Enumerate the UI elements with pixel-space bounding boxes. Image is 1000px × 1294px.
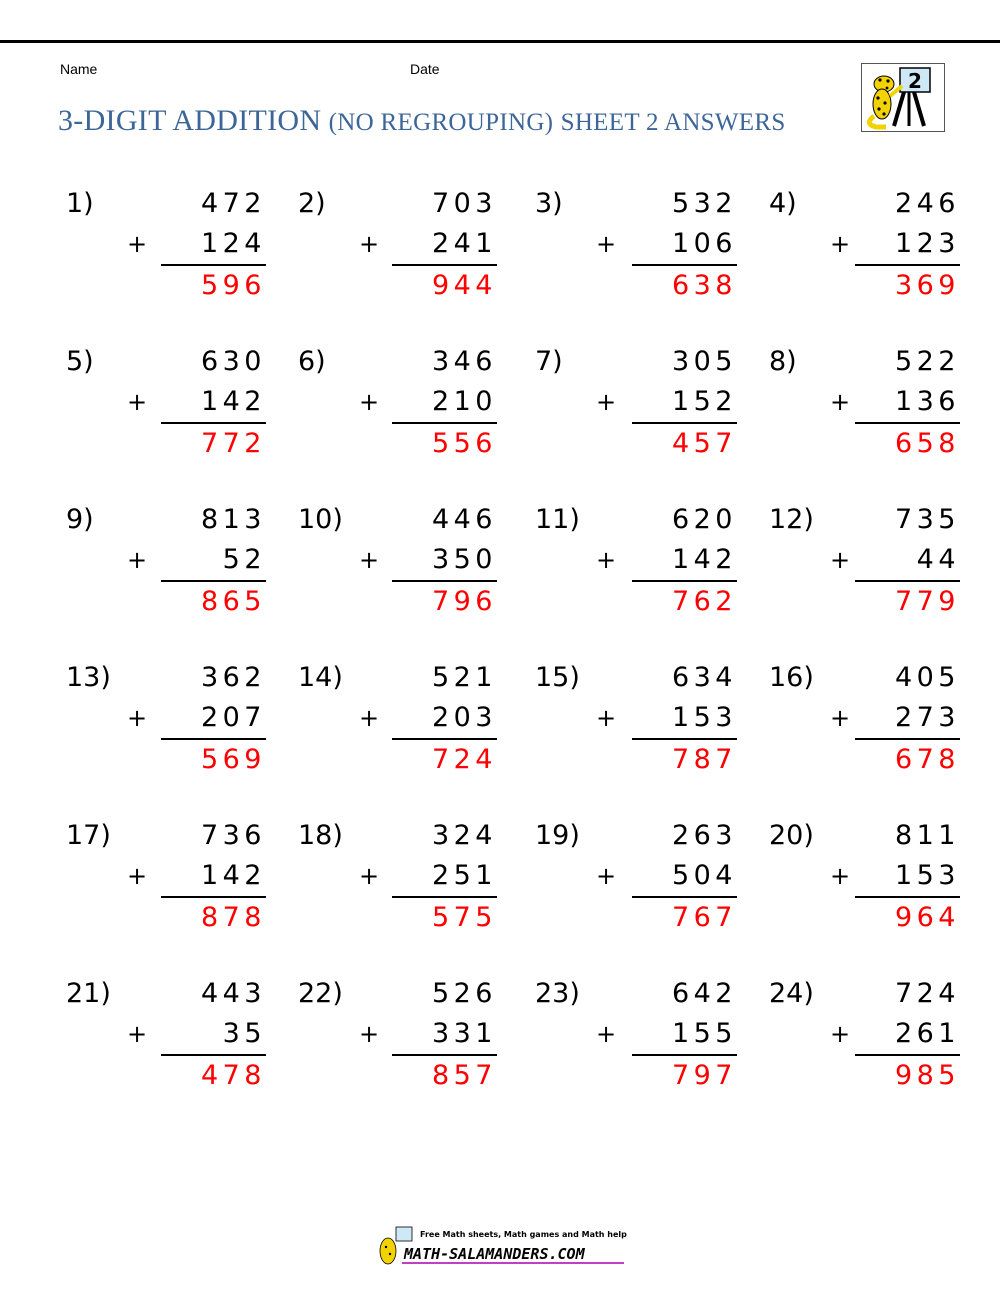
addend-top: 532 <box>671 188 737 219</box>
problem-number: 5) <box>66 346 94 377</box>
addend-top: 521 <box>431 662 497 693</box>
problem-8 <box>769 346 960 476</box>
problem-12 <box>769 504 960 634</box>
addend-bottom: 203 <box>431 702 497 733</box>
addend-top: 324 <box>431 820 497 851</box>
sum-line <box>392 422 497 424</box>
plus-sign: + <box>127 546 148 574</box>
plus-sign: + <box>596 546 617 574</box>
sum-line <box>161 580 266 582</box>
problem-number: 7) <box>535 346 563 377</box>
addend-top: 526 <box>431 978 497 1009</box>
problem-16 <box>769 662 960 792</box>
addend-bottom: 142 <box>200 386 266 417</box>
sum-line <box>855 264 960 266</box>
addend-top: 446 <box>431 504 497 535</box>
title-paren: (NO REGROUPING) <box>328 109 554 136</box>
addend-bottom: 152 <box>671 386 737 417</box>
footer-branding <box>378 1223 628 1269</box>
problem-11 <box>535 504 737 634</box>
problem-number: 18) <box>298 820 343 851</box>
sum-line <box>161 422 266 424</box>
addend-bottom: 136 <box>894 386 960 417</box>
problem-number: 22) <box>298 978 343 1009</box>
sum-line <box>161 896 266 898</box>
answer: 779 <box>894 586 960 617</box>
problem-22 <box>298 978 497 1108</box>
answer: 762 <box>671 586 737 617</box>
plus-sign: + <box>359 230 380 258</box>
addend-bottom: 142 <box>671 544 737 575</box>
logo-badge: 2 <box>908 69 922 93</box>
answer: 658 <box>894 428 960 459</box>
addend-top: 736 <box>200 820 266 851</box>
sum-line <box>855 896 960 898</box>
addend-top: 362 <box>200 662 266 693</box>
addend-bottom: 241 <box>431 228 497 259</box>
problem-number: 4) <box>769 188 797 219</box>
addend-top: 735 <box>894 504 960 535</box>
problem-number: 13) <box>66 662 111 693</box>
problem-number: 8) <box>769 346 797 377</box>
addend-bottom: 261 <box>894 1018 960 1049</box>
problem-2 <box>298 188 497 318</box>
addend-bottom: 142 <box>200 860 266 891</box>
sum-line <box>855 422 960 424</box>
answer: 796 <box>431 586 497 617</box>
sum-line <box>632 738 737 740</box>
plus-sign: + <box>359 388 380 416</box>
date-label: Date <box>410 61 440 77</box>
addend-bottom: 106 <box>671 228 737 259</box>
addend-bottom: 153 <box>671 702 737 733</box>
addend-bottom: 350 <box>431 544 497 575</box>
answer: 944 <box>431 270 497 301</box>
name-label: Name <box>60 61 98 77</box>
title-rest: SHEET 2 ANSWERS <box>560 109 786 136</box>
addend-top: 630 <box>200 346 266 377</box>
problem-19 <box>535 820 737 950</box>
problem-7 <box>535 346 737 476</box>
plus-sign: + <box>359 546 380 574</box>
problem-4 <box>769 188 960 318</box>
answer: 569 <box>200 744 266 775</box>
sum-line <box>161 1054 266 1056</box>
problem-10 <box>298 504 497 634</box>
addend-top: 405 <box>894 662 960 693</box>
sum-line <box>855 738 960 740</box>
sum-line <box>161 738 266 740</box>
plus-sign: + <box>830 862 851 890</box>
salamander-logo-icon <box>861 63 945 132</box>
addend-top: 620 <box>671 504 737 535</box>
plus-sign: + <box>830 704 851 732</box>
plus-sign: + <box>830 546 851 574</box>
answer: 985 <box>894 1060 960 1091</box>
addend-top: 443 <box>200 978 266 1009</box>
problem-number: 1) <box>66 188 94 219</box>
addend-top: 642 <box>671 978 737 1009</box>
addend-top: 246 <box>894 188 960 219</box>
plus-sign: + <box>127 704 148 732</box>
plus-sign: + <box>596 862 617 890</box>
worksheet-title <box>58 104 786 138</box>
plus-sign: + <box>127 1020 148 1048</box>
problem-21 <box>66 978 266 1108</box>
addend-top: 263 <box>671 820 737 851</box>
addend-bottom: 35 <box>222 1018 266 1049</box>
answer: 678 <box>894 744 960 775</box>
answer: 797 <box>671 1060 737 1091</box>
addend-bottom: 124 <box>200 228 266 259</box>
sum-line <box>632 580 737 582</box>
addend-bottom: 207 <box>200 702 266 733</box>
answer: 724 <box>431 744 497 775</box>
footer-tagline: Free Math sheets, Math games and Math help <box>420 1230 627 1239</box>
problem-number: 19) <box>535 820 580 851</box>
problem-number: 9) <box>66 504 94 535</box>
plus-sign: + <box>830 230 851 258</box>
addend-bottom: 52 <box>222 544 266 575</box>
addend-bottom: 123 <box>894 228 960 259</box>
answer: 478 <box>200 1060 266 1091</box>
answer: 457 <box>671 428 737 459</box>
problem-20 <box>769 820 960 950</box>
plus-sign: + <box>127 862 148 890</box>
answer: 638 <box>671 270 737 301</box>
problem-number: 21) <box>66 978 111 1009</box>
plus-sign: + <box>596 230 617 258</box>
addend-top: 522 <box>894 346 960 377</box>
problem-9 <box>66 504 266 634</box>
sum-line <box>392 738 497 740</box>
answer: 787 <box>671 744 737 775</box>
sum-line <box>632 896 737 898</box>
sum-line <box>632 1054 737 1056</box>
problem-number: 6) <box>298 346 326 377</box>
problem-17 <box>66 820 266 950</box>
problem-14 <box>298 662 497 792</box>
plus-sign: + <box>830 388 851 416</box>
problem-number: 20) <box>769 820 814 851</box>
addend-top: 703 <box>431 188 497 219</box>
answer: 369 <box>894 270 960 301</box>
addend-top: 813 <box>200 504 266 535</box>
answer: 767 <box>671 902 737 933</box>
problem-number: 3) <box>535 188 563 219</box>
addend-top: 724 <box>894 978 960 1009</box>
footer-salamander-icon <box>380 1238 396 1264</box>
problem-1 <box>66 188 266 318</box>
addend-bottom: 153 <box>894 860 960 891</box>
problem-number: 15) <box>535 662 580 693</box>
addend-top: 346 <box>431 346 497 377</box>
answer: 857 <box>431 1060 497 1091</box>
problem-23 <box>535 978 737 1108</box>
problem-15 <box>535 662 737 792</box>
problem-number: 14) <box>298 662 343 693</box>
sum-line <box>392 896 497 898</box>
sum-line <box>855 580 960 582</box>
addend-bottom: 504 <box>671 860 737 891</box>
plus-sign: + <box>596 1020 617 1048</box>
sum-line <box>632 264 737 266</box>
footer-site: MATH-SALAMANDERS.COM <box>404 1245 585 1263</box>
addend-top: 634 <box>671 662 737 693</box>
problem-number: 12) <box>769 504 814 535</box>
plus-sign: + <box>127 388 148 416</box>
problem-18 <box>298 820 497 950</box>
addend-bottom: 44 <box>916 544 960 575</box>
problem-number: 2) <box>298 188 326 219</box>
addend-bottom: 251 <box>431 860 497 891</box>
plus-sign: + <box>596 388 617 416</box>
answer: 878 <box>200 902 266 933</box>
top-divider <box>0 40 1000 43</box>
plus-sign: + <box>359 862 380 890</box>
problem-13 <box>66 662 266 792</box>
addend-bottom: 331 <box>431 1018 497 1049</box>
problem-number: 23) <box>535 978 580 1009</box>
answer: 575 <box>431 902 497 933</box>
sum-line <box>392 1054 497 1056</box>
answer: 865 <box>200 586 266 617</box>
plus-sign: + <box>359 704 380 732</box>
sum-line <box>632 422 737 424</box>
problem-6 <box>298 346 497 476</box>
problem-number: 17) <box>66 820 111 851</box>
addend-bottom: 273 <box>894 702 960 733</box>
sum-line <box>161 264 266 266</box>
problem-number: 24) <box>769 978 814 1009</box>
plus-sign: + <box>830 1020 851 1048</box>
plus-sign: + <box>359 1020 380 1048</box>
addend-top: 811 <box>894 820 960 851</box>
plus-sign: + <box>127 230 148 258</box>
sum-line <box>855 1054 960 1056</box>
answer: 964 <box>894 902 960 933</box>
problem-number: 16) <box>769 662 814 693</box>
answer: 556 <box>431 428 497 459</box>
addend-bottom: 155 <box>671 1018 737 1049</box>
addend-bottom: 210 <box>431 386 497 417</box>
sum-line <box>392 580 497 582</box>
problem-number: 11) <box>535 504 580 535</box>
problem-24 <box>769 978 960 1108</box>
addend-top: 305 <box>671 346 737 377</box>
answer: 596 <box>200 270 266 301</box>
problem-5 <box>66 346 266 476</box>
sum-line <box>392 264 497 266</box>
plus-sign: + <box>596 704 617 732</box>
addend-top: 472 <box>200 188 266 219</box>
problem-number: 10) <box>298 504 343 535</box>
title-main: 3-DIGIT ADDITION <box>58 104 322 137</box>
answer: 772 <box>200 428 266 459</box>
problem-3 <box>535 188 737 318</box>
